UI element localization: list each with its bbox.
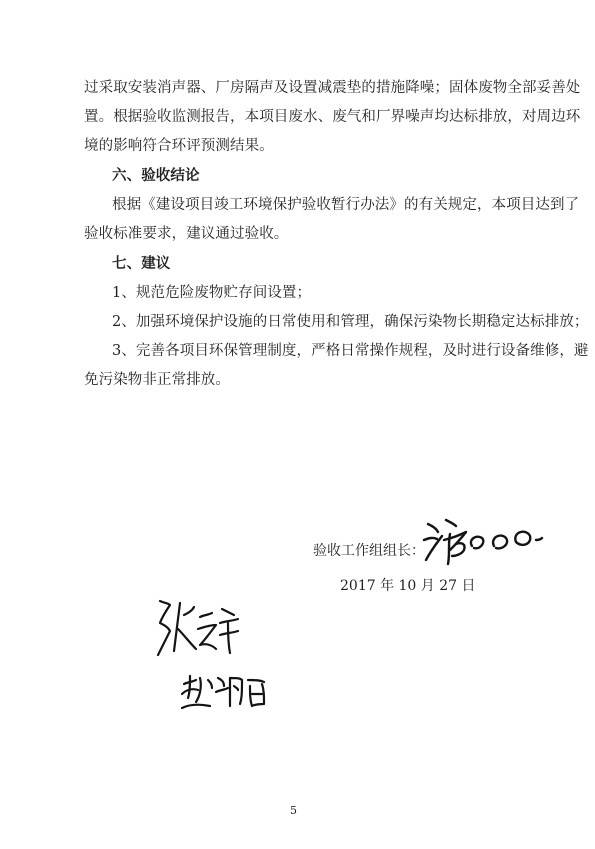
member-signature-1 [150, 595, 245, 670]
suggestion-item-1: 1、规范危险废物贮存间设置； [112, 285, 312, 301]
member-signature-2 [178, 668, 268, 713]
paragraph-1-line-3: 境的影响符合环评预测结果。 [84, 138, 274, 154]
section-7-heading: 七、建议 [112, 255, 171, 272]
leader-signature [420, 510, 550, 570]
suggestion-item-3-line-1: 3、完善各项目环保管理制度，严格日常操作规程，及时进行设备维修，避 [112, 343, 589, 359]
suggestion-item-3-line-2: 免污染物非正常排放。 [84, 372, 230, 388]
sign-date: 2017 年 10 月 27 日 [340, 578, 476, 594]
section-6-line-1: 根据《建设项目竣工环境保护验收暂行办法》的有关规定，本项目达到了 [112, 197, 580, 213]
leader-label: 验收工作组组长： [313, 543, 425, 559]
page-number: 5 [290, 804, 297, 817]
paragraph-1-line-1: 过采取安装消声器、厂房隔声及设置减震垫的措施降噪；固体废物全部妥善处 [84, 80, 581, 96]
section-6-line-2: 验收标准要求，建议通过验收。 [84, 226, 289, 242]
suggestion-item-2: 2、加强环境保护设施的日常使用和管理，确保污染物长期稳定达标排放； [112, 314, 589, 330]
section-6-heading: 六、验收结论 [112, 167, 200, 184]
paragraph-1-line-2: 置。根据验收监测报告，本项目废水、废气和厂界噪声均达标排放，对周边环 [84, 109, 581, 125]
